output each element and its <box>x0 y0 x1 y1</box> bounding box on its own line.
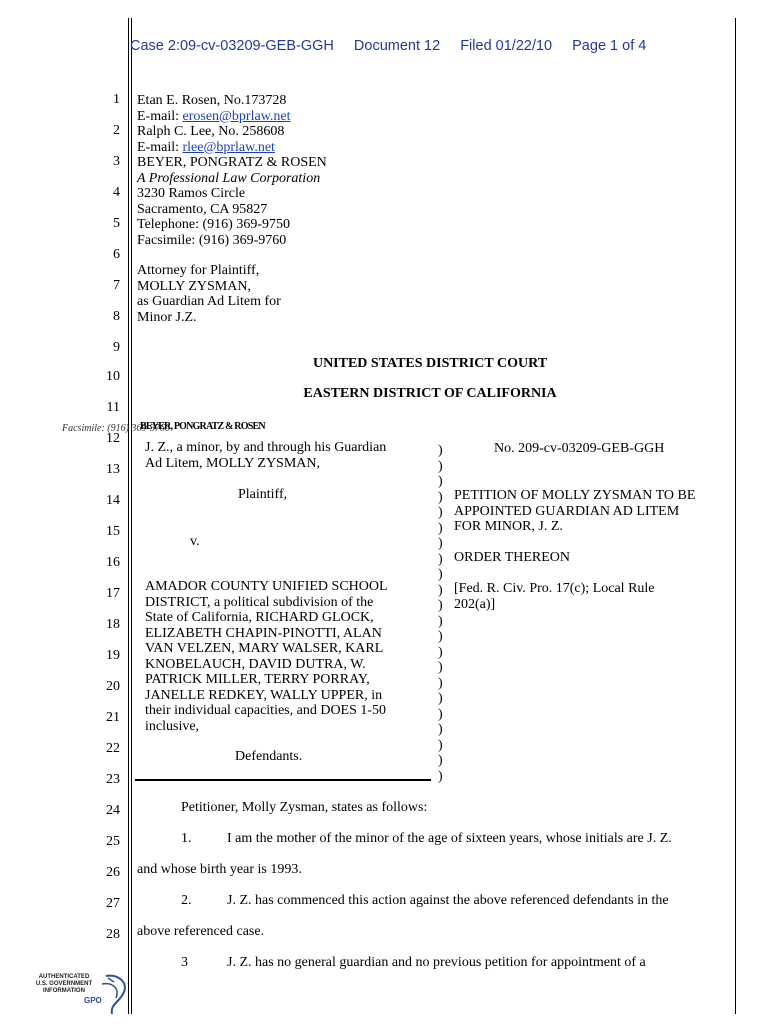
line-number: 8 <box>113 309 120 324</box>
paren: ) <box>438 520 443 536</box>
paren: ) <box>438 443 443 458</box>
caption-underline <box>135 779 431 781</box>
defendant-line: KNOBELAUCH, DAVID DUTRA, W. <box>145 656 366 672</box>
paren: ) <box>438 753 443 768</box>
attorney-name-1: Etan E. Rosen, No.173728 <box>137 93 287 108</box>
paragraph-2-continued: above referenced case. <box>137 924 265 939</box>
paragraph-number: 2. <box>181 893 192 908</box>
seal-gpo-text: GPO <box>84 996 102 1005</box>
court-header <box>130 38 662 54</box>
paren: ) <box>438 474 443 489</box>
line-number: 26 <box>106 865 120 880</box>
line-number: 4 <box>113 185 120 200</box>
email-link-rlee[interactable]: rlee@bprlaw.net <box>182 139 275 155</box>
line-number: 9 <box>113 340 120 355</box>
line-number: 1 <box>113 92 120 107</box>
seal-text: U.S. GOVERNMENT <box>35 981 93 987</box>
attorney-for-line: Minor J.Z. <box>137 309 197 325</box>
paren: ) <box>438 660 443 675</box>
paren: ) <box>438 567 443 582</box>
paren: ) <box>438 629 443 644</box>
paren: ) <box>438 706 443 722</box>
paren: ) <box>438 582 443 598</box>
paragraph-3-text: J. Z. has no general guardian and no previous petition for appointment of a <box>227 955 646 970</box>
attorney-name-2: Ralph C. Lee, No. 258608 <box>137 124 285 139</box>
line-number: 21 <box>106 710 120 725</box>
paren: ) <box>438 675 443 691</box>
gpo-authentication-seal <box>28 972 138 1016</box>
defendant-line: ELIZABETH CHAPIN-PINOTTI, ALAN <box>145 625 382 641</box>
attorney-email-2: E-mail: rlee@bprlaw.net <box>137 139 275 155</box>
plaintiff-label: Plaintiff, <box>238 487 288 502</box>
line-number: 5 <box>113 216 120 231</box>
seal-text: INFORMATION <box>43 988 85 994</box>
paren: ) <box>438 489 443 505</box>
paren: ) <box>438 598 443 613</box>
firm-name: BEYER, PONGRATZ & ROSEN <box>137 155 327 170</box>
line-number: 14 <box>106 493 120 508</box>
page-indicator-header: Page 1 of 4 <box>572 38 647 54</box>
document-title-line: FOR MINOR, J. Z. <box>454 519 563 534</box>
paragraph-1-continued: and whose birth year is 1993. <box>137 862 302 877</box>
attorney-for-line: MOLLY ZYSMAN, <box>137 278 251 294</box>
court-district: EASTERN DISTRICT OF CALIFORNIA <box>303 386 557 401</box>
line-number: 19 <box>106 648 120 663</box>
paren: ) <box>438 458 443 474</box>
attorney-for-line: Attorney for Plaintiff, <box>137 263 260 278</box>
paren: ) <box>438 768 443 784</box>
paragraph-2-text: J. Z. has commenced this action against the above referenced defendants in the <box>227 893 669 908</box>
line-number: 6 <box>113 247 120 262</box>
line-number: 2 <box>113 123 120 138</box>
attorney-email-1: E-mail: erosen@bprlaw.net <box>137 108 291 124</box>
line-number: 13 <box>106 462 120 477</box>
case-number-header: Case 2:09-cv-03209-GEB-GGH <box>130 38 334 54</box>
defendant-line: PATRICK MILLER, TERRY PORRAY, <box>145 672 370 687</box>
line-number: 10 <box>106 369 120 384</box>
paren: ) <box>438 536 443 551</box>
line-number: 20 <box>106 679 120 694</box>
line-number: 25 <box>106 834 120 849</box>
defendant-line: DISTRICT, a political subdivision of the <box>145 594 374 610</box>
court-name: UNITED STATES DISTRICT COURT <box>312 356 548 371</box>
line-number: 23 <box>106 772 120 787</box>
defendant-line: VAN VELZEN, MARY WALSER, KARL <box>145 641 384 656</box>
paren: ) <box>438 505 443 520</box>
rule-citation-line: 202(a)] <box>454 596 496 612</box>
line-number: 22 <box>106 741 120 756</box>
attorney-for-line: as Guardian Ad Litem for <box>137 294 281 309</box>
line-number: 24 <box>106 803 120 818</box>
rule-citation-line: [Fed. R. Civ. Pro. 17(c); Local Rule <box>454 581 655 596</box>
seal-text: AUTHENTICATED <box>38 974 90 980</box>
line-number: 15 <box>106 524 120 539</box>
firm-facsimile: Facsimile: (916) 369-9760 <box>137 232 287 248</box>
overlap-artifact-right: BEYER, PONGRATZ & ROSEN <box>140 421 265 432</box>
line-number: 27 <box>106 896 120 911</box>
firm-telephone: Telephone: (916) 369-9750 <box>137 217 290 232</box>
paren: ) <box>438 722 443 737</box>
line-number: 12 <box>106 431 120 446</box>
paren: ) <box>438 644 443 660</box>
right-margin-line <box>735 18 736 1014</box>
versus-label: v. <box>190 534 200 549</box>
plaintiff-line: J. Z., a minor, by and through his Guardian <box>145 440 387 455</box>
document-number-header: Document 12 <box>353 38 441 54</box>
paragraph-number: 3 <box>181 955 188 970</box>
paragraph-1-text: I am the mother of the minor of the age of sixteen years, whose initials are J. Z. <box>227 831 672 846</box>
paragraph-number: 1. <box>181 831 192 846</box>
firm-street: 3230 Ramos Circle <box>137 186 246 201</box>
left-margin-line-outer <box>128 18 129 1014</box>
defendant-line: AMADOR COUNTY UNIFIED SCHOOL <box>145 579 388 594</box>
filed-date-header: Filed 01/22/10 <box>460 38 553 54</box>
case-number: No. 209-cv-03209-GEB-GGH <box>494 441 665 456</box>
firm-description: A Professional Law Corporation <box>137 170 321 186</box>
line-number: 11 <box>106 400 120 415</box>
line-number: 7 <box>113 278 120 293</box>
petition-intro: Petitioner, Molly Zysman, states as follows: <box>181 800 428 815</box>
line-number: 28 <box>106 927 120 942</box>
paren: ) <box>438 551 443 567</box>
line-number: 17 <box>106 586 120 601</box>
plaintiff-line: Ad Litem, MOLLY ZYSMAN, <box>145 456 321 471</box>
line-number: 16 <box>106 555 120 570</box>
line-number: 3 <box>113 154 120 169</box>
order-thereon: ORDER THEREON <box>454 550 571 565</box>
email-link-erosen[interactable]: erosen@bprlaw.net <box>182 108 291 124</box>
line-number: 18 <box>106 617 120 632</box>
defendant-line: State of California, RICHARD GLOCK, <box>145 610 374 625</box>
eagle-icon <box>98 972 132 1016</box>
overlap-artifact-left: Facsimile: (916) 369-9760 <box>62 423 170 434</box>
document-title-line: APPOINTED GUARDIAN AD LITEM <box>454 503 680 519</box>
paren: ) <box>438 613 443 629</box>
paren: ) <box>438 737 443 753</box>
left-margin-line-inner <box>131 18 132 1014</box>
defendant-line: inclusive, <box>145 718 200 734</box>
defendant-line: their individual capacities, and DOES 1-50 <box>145 703 387 718</box>
document-title-line: PETITION OF MOLLY ZYSMAN TO BE <box>454 488 696 503</box>
defendant-line: JANELLE REDKEY, WALLY UPPER, in <box>145 687 383 703</box>
defendant-label: Defendants. <box>235 749 303 764</box>
firm-city: Sacramento, CA 95827 <box>137 201 268 217</box>
paren: ) <box>438 691 443 706</box>
